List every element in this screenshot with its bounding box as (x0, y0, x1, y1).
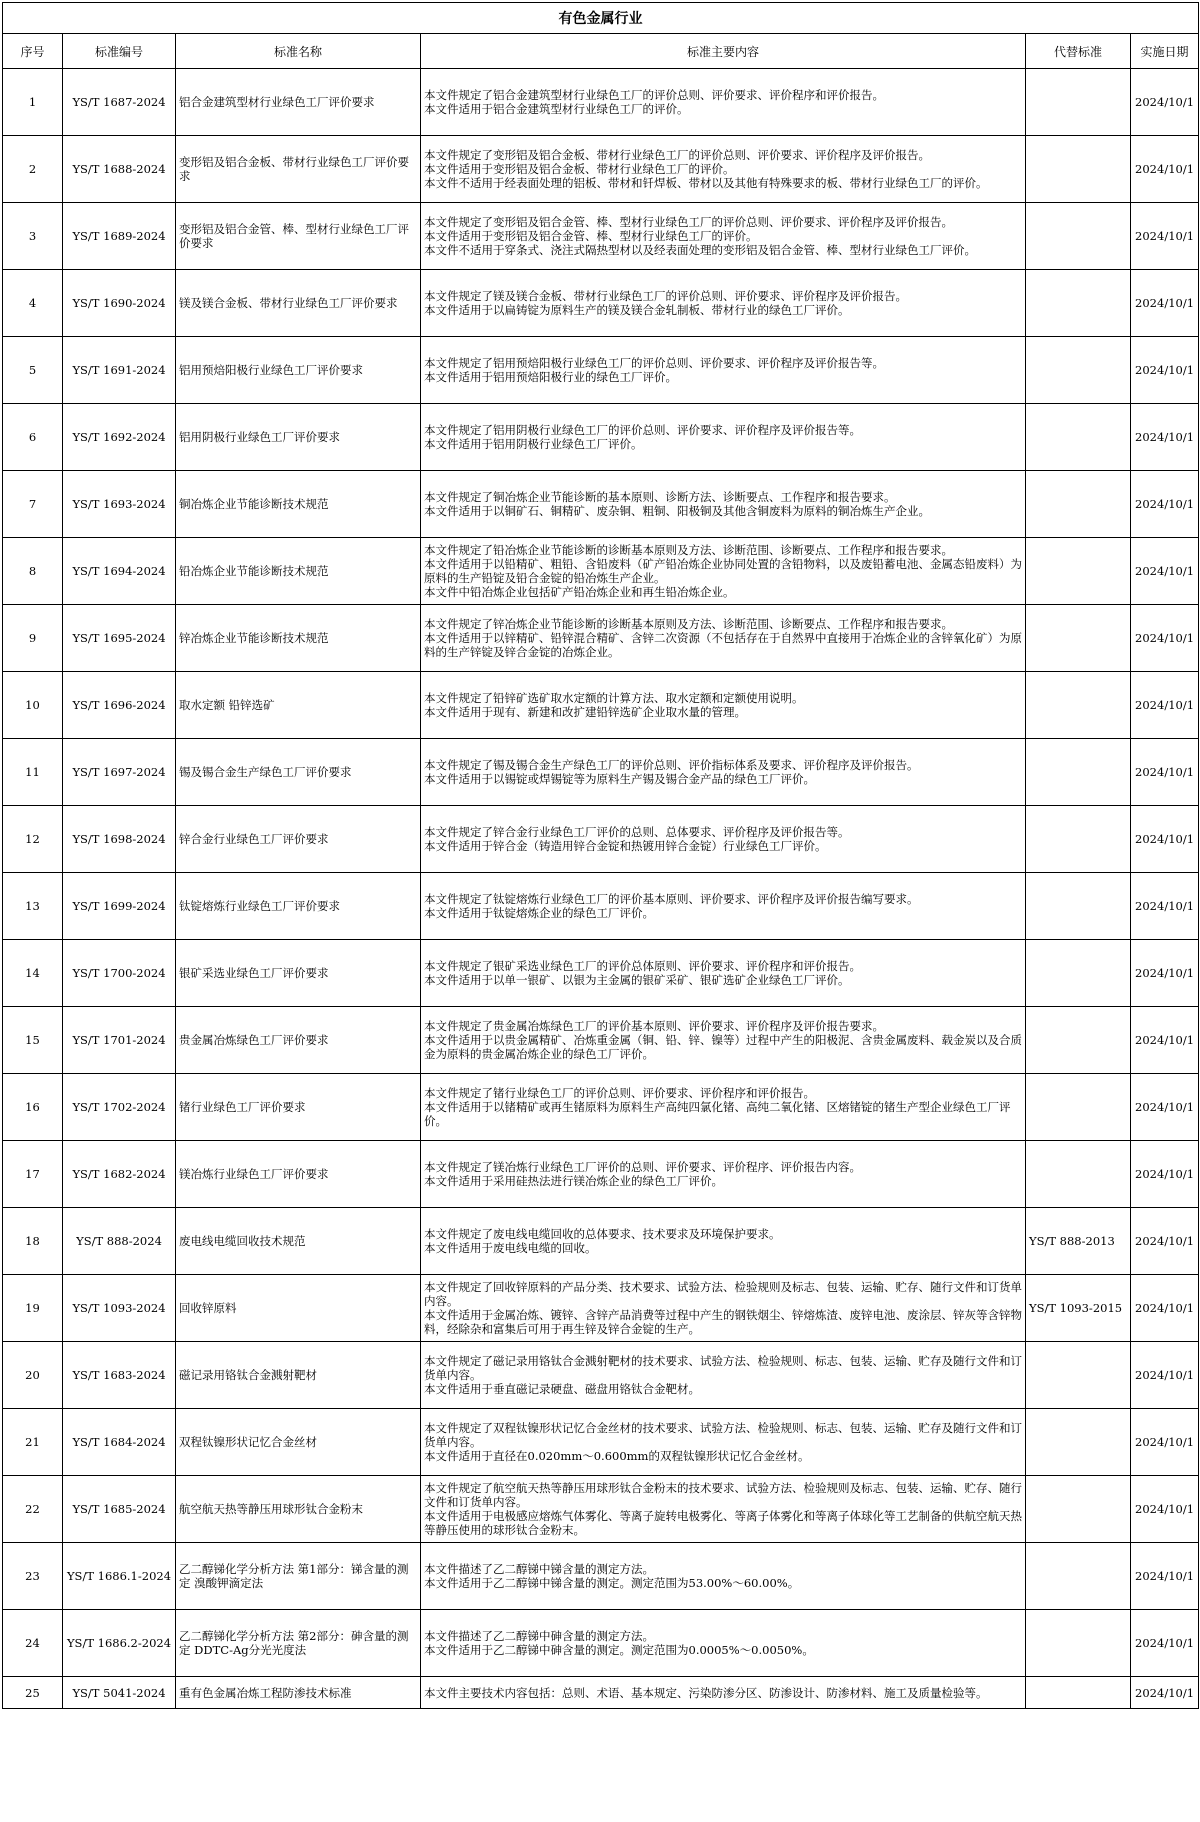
table-row (3, 69, 1199, 136)
header-code: 标准编号 (63, 34, 176, 69)
content-line: 本文件规定了双程钛镍形状记忆合金丝材的技术要求、试验方法、检验规则、标志、包装、运输、贮存及随行文件和订货单内容。 (424, 1421, 1022, 1449)
row-content (421, 1409, 1026, 1476)
content-line: 本文件适用于以锡锭或焊锡锭等为原料生产锡及锡合金产品的绿色工厂评价。 (424, 772, 815, 786)
row-replaces (1026, 69, 1131, 136)
content-line: 本文件适用于垂直磁记录硬盘、磁盘用铬钛合金靶材。 (424, 1382, 700, 1396)
table-row (3, 1409, 1199, 1476)
content-line: 本文件适用于以单一银矿、以银为主金属的银矿采矿、银矿选矿企业绿色工厂评价。 (424, 973, 850, 987)
content-line: 本文件适用于铝用预焙阳极行业的绿色工厂评价。 (424, 370, 677, 384)
row-date: 2024/10/1 (1131, 538, 1199, 605)
content-line: 本文件适用于以扁铸锭为原料生产的镁及镁合金轧制板、带材行业的绿色工厂评价。 (424, 303, 850, 317)
table-row (3, 471, 1199, 538)
row-index: 9 (3, 605, 63, 672)
row-content (421, 1208, 1026, 1275)
row-standard-name: 锌冶炼企业节能诊断技术规范 (176, 605, 421, 672)
row-standard-name: 重有色金属冶炼工程防渗技术标准 (176, 1677, 421, 1709)
table-row (3, 203, 1199, 270)
table-row (3, 1610, 1199, 1677)
content-line: 本文件适用于金属冶炼、镀锌、含锌产品消费等过程中产生的钢铁烟尘、锌熔炼渣、废锌电池、废涂层、锌灰等含锌物料，经除杂和富集后可用于再生锌及锌合金锭的生产。 (424, 1308, 1022, 1336)
row-index: 6 (3, 404, 63, 471)
content-line: 本文件不适用于经表面处理的铝板、带材和钎焊板、带材以及其他有特殊要求的板、带材行业绿色工厂的评价。 (424, 176, 988, 190)
row-date: 2024/10/1 (1131, 1342, 1199, 1409)
row-content (421, 337, 1026, 404)
row-date: 2024/10/1 (1131, 69, 1199, 136)
row-standard-code: YS/T 1682-2024 (63, 1141, 176, 1208)
table-row (3, 672, 1199, 739)
row-content (421, 940, 1026, 1007)
row-content (421, 1141, 1026, 1208)
row-date: 2024/10/1 (1131, 1677, 1199, 1709)
row-replaces (1026, 806, 1131, 873)
row-index: 25 (3, 1677, 63, 1709)
row-standard-name: 变形铝及铝合金管、棒、型材行业绿色工厂评价要求 (176, 203, 421, 270)
row-standard-code: YS/T 1686.2-2024 (63, 1610, 176, 1677)
row-index: 1 (3, 69, 63, 136)
table-row (3, 1275, 1199, 1342)
row-replaces: YS/T 1093-2015 (1026, 1275, 1131, 1342)
row-index: 5 (3, 337, 63, 404)
row-replaces (1026, 672, 1131, 739)
row-standard-name: 银矿采选业绿色工厂评价要求 (176, 940, 421, 1007)
header-index: 序号 (3, 34, 63, 69)
content-line: 本文件规定了钛锭熔炼行业绿色工厂的评价基本原则、评价要求、评价程序及评价报告编写要求。 (424, 892, 919, 906)
row-content (421, 605, 1026, 672)
row-standard-name: 乙二醇锑化学分析方法 第1部分：锑含量的测定 溴酸钾滴定法 (176, 1543, 421, 1610)
table-title: 有色金属行业 (3, 3, 1199, 34)
row-content (421, 1677, 1026, 1709)
content-line: 本文件适用于钛锭熔炼企业的绿色工厂评价。 (424, 906, 654, 920)
row-standard-name: 钛锭熔炼行业绿色工厂评价要求 (176, 873, 421, 940)
content-line: 本文件规定了变形铝及铝合金管、棒、型材行业绿色工厂的评价总则、评价要求、评价程序及评价报告。 (424, 215, 953, 229)
row-standard-name: 镁及镁合金板、带材行业绿色工厂评价要求 (176, 270, 421, 337)
row-standard-code: YS/T 5041-2024 (63, 1677, 176, 1709)
content-line: 本文件规定了锡及锡合金生产绿色工厂的评价总则、评价指标体系及要求、评价程序及评价报告。 (424, 758, 919, 772)
row-date: 2024/10/1 (1131, 1007, 1199, 1074)
row-index: 4 (3, 270, 63, 337)
row-standard-name: 航空航天热等静压用球形钛合金粉末 (176, 1476, 421, 1543)
content-line: 本文件规定了贵金属冶炼绿色工厂的评价基本原则、评价要求、评价程序及评价报告要求。 (424, 1019, 884, 1033)
content-line: 本文件适用于现有、新建和改扩建铅锌选矿企业取水量的管理。 (424, 705, 746, 719)
header-date: 实施日期 (1131, 34, 1199, 69)
row-date: 2024/10/1 (1131, 1610, 1199, 1677)
row-standard-code: YS/T 1694-2024 (63, 538, 176, 605)
row-content (421, 404, 1026, 471)
row-standard-code: YS/T 1701-2024 (63, 1007, 176, 1074)
row-index: 8 (3, 538, 63, 605)
row-standard-code: YS/T 1689-2024 (63, 203, 176, 270)
table-row (3, 270, 1199, 337)
row-content (421, 136, 1026, 203)
row-replaces (1026, 1141, 1131, 1208)
row-index: 10 (3, 672, 63, 739)
table-row (3, 1677, 1199, 1709)
row-standard-name: 铝合金建筑型材行业绿色工厂评价要求 (176, 69, 421, 136)
row-standard-code: YS/T 1686.1-2024 (63, 1543, 176, 1610)
table-row (3, 136, 1199, 203)
row-date: 2024/10/1 (1131, 471, 1199, 538)
content-line: 本文件中铅冶炼企业包括矿产铅冶炼企业和再生铅冶炼企业。 (424, 585, 735, 599)
content-line: 本文件适用于锌合金（铸造用锌合金锭和热镀用锌合金锭）行业绿色工厂评价。 (424, 839, 827, 853)
content-line: 本文件描述了乙二醇锑中锑含量的测定方法。 (424, 1562, 654, 1576)
content-line: 本文件规定了变形铝及铝合金板、带材行业绿色工厂的评价总则、评价要求、评价程序及评价报告。 (424, 148, 930, 162)
content-line: 本文件规定了磁记录用铬钛合金溅射靶材的技术要求、试验方法、检验规则、标志、包装、运输、贮存及随行文件和订货单内容。 (424, 1354, 1022, 1382)
row-standard-code: YS/T 1692-2024 (63, 404, 176, 471)
content-line: 本文件适用于直径在0.020mm～0.600mm的双程钛镍形状记忆合金丝材。 (424, 1449, 810, 1463)
table-row (3, 404, 1199, 471)
row-replaces (1026, 538, 1131, 605)
row-standard-code: YS/T 1690-2024 (63, 270, 176, 337)
row-index: 3 (3, 203, 63, 270)
standards-table (2, 2, 1199, 1709)
row-date: 2024/10/1 (1131, 1543, 1199, 1610)
row-content (421, 538, 1026, 605)
row-replaces (1026, 471, 1131, 538)
content-line: 本文件适用于乙二醇锑中砷含量的测定。测定范围为0.0005%～0.0050%。 (424, 1643, 814, 1657)
row-content (421, 1543, 1026, 1610)
content-line: 本文件适用于采用硅热法进行镁冶炼企业的绿色工厂评价。 (424, 1174, 723, 1188)
row-content (421, 270, 1026, 337)
row-standard-name: 回收锌原料 (176, 1275, 421, 1342)
table-row (3, 1007, 1199, 1074)
row-standard-code: YS/T 1093-2024 (63, 1275, 176, 1342)
content-line: 本文件规定了回收锌原料的产品分类、技术要求、试验方法、检验规则及标志、包装、运输、贮存、随行文件和订货单内容。 (424, 1280, 1022, 1308)
content-line: 本文件适用于以锌精矿、铅锌混合精矿、含锌二次资源（不包括存在于自然界中直接用于冶炼企业的含锌氧化矿）为原料的生产锌锭及锌合金锭的冶炼企业。 (424, 631, 1022, 659)
row-standard-name: 铜冶炼企业节能诊断技术规范 (176, 471, 421, 538)
row-index: 22 (3, 1476, 63, 1543)
row-content (421, 1342, 1026, 1409)
header-replaces: 代替标准 (1026, 34, 1131, 69)
row-index: 2 (3, 136, 63, 203)
content-line: 本文件描述了乙二醇锑中砷含量的测定方法。 (424, 1629, 654, 1643)
table-row (3, 1208, 1199, 1275)
row-date: 2024/10/1 (1131, 605, 1199, 672)
table-row (3, 538, 1199, 605)
content-line: 本文件规定了镁冶炼行业绿色工厂评价的总则、评价要求、评价程序、评价报告内容。 (424, 1160, 861, 1174)
row-standard-code: YS/T 1702-2024 (63, 1074, 176, 1141)
row-content (421, 1074, 1026, 1141)
row-standard-code: YS/T 1700-2024 (63, 940, 176, 1007)
content-line: 本文件适用于以贵金属精矿、冶炼重金属（铜、铅、锌、镍等）过程中产生的阳极泥、含贵金属废料、载金炭以及合质金为原料的贵金属冶炼企业的绿色工厂评价。 (424, 1033, 1022, 1061)
row-standard-code: YS/T 1698-2024 (63, 806, 176, 873)
row-content (421, 471, 1026, 538)
row-standard-code: YS/T 1684-2024 (63, 1409, 176, 1476)
content-line: 本文件规定了铝用预焙阳极行业绿色工厂的评价总则、评价要求、评价程序及评价报告等。 (424, 356, 884, 370)
table-row (3, 940, 1199, 1007)
row-standard-code: YS/T 888-2024 (63, 1208, 176, 1275)
content-line: 本文件主要技术内容包括：总则、术语、基本规定、污染防渗分区、防渗设计、防渗材料、施工及质量检验等。 (424, 1685, 988, 1700)
row-standard-name: 铅冶炼企业节能诊断技术规范 (176, 538, 421, 605)
row-date: 2024/10/1 (1131, 806, 1199, 873)
row-date: 2024/10/1 (1131, 1141, 1199, 1208)
table-row (3, 1074, 1199, 1141)
row-standard-code: YS/T 1693-2024 (63, 471, 176, 538)
row-date: 2024/10/1 (1131, 1476, 1199, 1543)
table-row (3, 1342, 1199, 1409)
row-content (421, 1275, 1026, 1342)
row-content (421, 672, 1026, 739)
content-line: 本文件规定了锗行业绿色工厂的评价总则、评价要求、评价程序和评价报告。 (424, 1086, 815, 1100)
row-index: 7 (3, 471, 63, 538)
content-line: 本文件适用于电极感应熔炼气体雾化、等离子旋转电极雾化、等离子体雾化和等离子体球化等工艺制备的供航空航天热等静压使用的球形钛合金粉末。 (424, 1509, 1022, 1537)
row-standard-name: 磁记录用铬钛合金溅射靶材 (176, 1342, 421, 1409)
row-date: 2024/10/1 (1131, 270, 1199, 337)
content-line: 本文件适用于变形铝及铝合金板、带材行业绿色工厂的评价。 (424, 162, 735, 176)
row-date: 2024/10/1 (1131, 672, 1199, 739)
row-replaces (1026, 270, 1131, 337)
row-replaces (1026, 873, 1131, 940)
row-date: 2024/10/1 (1131, 940, 1199, 1007)
row-index: 14 (3, 940, 63, 1007)
row-replaces (1026, 337, 1131, 404)
row-standard-code: YS/T 1695-2024 (63, 605, 176, 672)
content-line: 本文件适用于以铜矿石、铜精矿、废杂铜、粗铜、阳极铜及其他含铜废料为原料的铜冶炼生产企业。 (424, 504, 930, 518)
row-standard-name: 锡及锡合金生产绿色工厂评价要求 (176, 739, 421, 806)
row-date: 2024/10/1 (1131, 1208, 1199, 1275)
table-row (3, 605, 1199, 672)
content-line: 本文件规定了铝合金建筑型材行业绿色工厂的评价总则、评价要求、评价程序和评价报告。 (424, 88, 884, 102)
content-line: 本文件不适用于穿条式、浇注式隔热型材以及经表面处理的变形铝及铝合金管、棒、型材行业绿色工厂评价。 (424, 243, 976, 257)
row-replaces (1026, 940, 1131, 1007)
content-line: 本文件规定了铝用阴极行业绿色工厂的评价总则、评价要求、评价程序及评价报告等。 (424, 423, 861, 437)
row-date: 2024/10/1 (1131, 404, 1199, 471)
content-line: 本文件规定了铜冶炼企业节能诊断的基本原则、诊断方法、诊断要点、工作程序和报告要求。 (424, 490, 896, 504)
row-index: 15 (3, 1007, 63, 1074)
table-row (3, 1476, 1199, 1543)
row-content (421, 1476, 1026, 1543)
row-date: 2024/10/1 (1131, 1275, 1199, 1342)
content-line: 本文件规定了铅冶炼企业节能诊断的诊断基本原则及方法、诊断范围、诊断要点、工作程序和报告要求。 (424, 543, 953, 557)
content-line: 本文件规定了银矿采选业绿色工厂的评价总体原则、评价要求、评价程序和评价报告。 (424, 959, 861, 973)
content-line: 本文件适用于乙二醇锑中锑含量的测定。测定范围为53.00%～60.00%。 (424, 1576, 800, 1590)
row-standard-code: YS/T 1697-2024 (63, 739, 176, 806)
table-row (3, 873, 1199, 940)
row-content (421, 1610, 1026, 1677)
header-content: 标准主要内容 (421, 34, 1026, 69)
content-line: 本文件适用于铝用阴极行业绿色工厂评价。 (424, 437, 643, 451)
row-replaces (1026, 136, 1131, 203)
table-row (3, 337, 1199, 404)
row-standard-code: YS/T 1685-2024 (63, 1476, 176, 1543)
row-standard-name: 废电线电缆回收技术规范 (176, 1208, 421, 1275)
content-line: 本文件适用于变形铝及铝合金管、棒、型材行业绿色工厂的评价。 (424, 229, 758, 243)
content-line: 本文件规定了铅锌矿选矿取水定额的计算方法、取水定额和定额使用说明。 (424, 691, 804, 705)
row-standard-name: 锌合金行业绿色工厂评价要求 (176, 806, 421, 873)
table-row (3, 806, 1199, 873)
row-index: 17 (3, 1141, 63, 1208)
content-line: 本文件适用于废电线电缆的回收。 (424, 1241, 597, 1255)
header-row (3, 34, 1199, 69)
content-line: 本文件规定了航空航天热等静压用球形钛合金粉末的技术要求、试验方法、检验规则及标志、包装、运输、贮存、随行文件和订货单内容。 (424, 1481, 1022, 1509)
row-index: 18 (3, 1208, 63, 1275)
row-date: 2024/10/1 (1131, 337, 1199, 404)
row-index: 13 (3, 873, 63, 940)
row-standard-code: YS/T 1691-2024 (63, 337, 176, 404)
row-standard-code: YS/T 1683-2024 (63, 1342, 176, 1409)
table-row (3, 739, 1199, 806)
row-standard-name: 乙二醇锑化学分析方法 第2部分：砷含量的测定 DDTC-Ag分光光度法 (176, 1610, 421, 1677)
row-index: 12 (3, 806, 63, 873)
content-line: 本文件适用于铝合金建筑型材行业绿色工厂的评价。 (424, 102, 689, 116)
row-replaces (1026, 1610, 1131, 1677)
row-replaces: YS/T 888-2013 (1026, 1208, 1131, 1275)
row-content (421, 806, 1026, 873)
row-standard-name: 镁冶炼行业绿色工厂评价要求 (176, 1141, 421, 1208)
row-replaces (1026, 1476, 1131, 1543)
row-date: 2024/10/1 (1131, 739, 1199, 806)
row-date: 2024/10/1 (1131, 136, 1199, 203)
row-date: 2024/10/1 (1131, 873, 1199, 940)
content-line: 本文件适用于以锗精矿或再生锗原料为原料生产高纯四氯化锗、高纯二氧化锗、区熔锗锭的锗生产型企业绿色工厂评价。 (424, 1100, 1011, 1128)
row-standard-name: 变形铝及铝合金板、带材行业绿色工厂评价要求 (176, 136, 421, 203)
table-row (3, 1141, 1199, 1208)
row-standard-code: YS/T 1688-2024 (63, 136, 176, 203)
row-standard-name: 双程钛镍形状记忆合金丝材 (176, 1409, 421, 1476)
row-standard-name: 铝用预焙阳极行业绿色工厂评价要求 (176, 337, 421, 404)
row-index: 20 (3, 1342, 63, 1409)
row-standard-code: YS/T 1687-2024 (63, 69, 176, 136)
table-row (3, 1543, 1199, 1610)
row-standard-name: 取水定额 铅锌选矿 (176, 672, 421, 739)
row-index: 21 (3, 1409, 63, 1476)
row-replaces (1026, 1007, 1131, 1074)
row-index: 23 (3, 1543, 63, 1610)
row-content (421, 1007, 1026, 1074)
row-date: 2024/10/1 (1131, 1074, 1199, 1141)
row-replaces (1026, 739, 1131, 806)
row-replaces (1026, 1677, 1131, 1709)
row-standard-code: YS/T 1699-2024 (63, 873, 176, 940)
row-standard-name: 铝用阴极行业绿色工厂评价要求 (176, 404, 421, 471)
row-standard-name: 贵金属冶炼绿色工厂评价要求 (176, 1007, 421, 1074)
row-replaces (1026, 605, 1131, 672)
row-standard-name: 锗行业绿色工厂评价要求 (176, 1074, 421, 1141)
content-line: 本文件适用于以铅精矿、粗铅、含铅废料（矿产铅冶炼企业协同处置的含铅物料，以及废铅蓄电池、金属态铅废料）为原料的生产铅锭及铅合金锭的铅冶炼生产企业。 (424, 557, 1022, 585)
row-index: 11 (3, 739, 63, 806)
row-replaces (1026, 1409, 1131, 1476)
header-name: 标准名称 (176, 34, 421, 69)
content-line: 本文件规定了锌合金行业绿色工厂评价的总则、总体要求、评价程序及评价报告等。 (424, 825, 850, 839)
row-replaces (1026, 404, 1131, 471)
row-content (421, 873, 1026, 940)
content-line: 本文件规定了镁及镁合金板、带材行业绿色工厂的评价总则、评价要求、评价程序及评价报告。 (424, 289, 907, 303)
row-date: 2024/10/1 (1131, 203, 1199, 270)
row-content (421, 69, 1026, 136)
content-line: 本文件规定了废电线电缆回收的总体要求、技术要求及环境保护要求。 (424, 1227, 781, 1241)
row-content (421, 739, 1026, 806)
row-index: 16 (3, 1074, 63, 1141)
row-replaces (1026, 1543, 1131, 1610)
row-index: 24 (3, 1610, 63, 1677)
row-index: 19 (3, 1275, 63, 1342)
row-replaces (1026, 203, 1131, 270)
content-line: 本文件规定了锌冶炼企业节能诊断的诊断基本原则及方法、诊断范围、诊断要点、工作程序和报告要求。 (424, 617, 953, 631)
row-date: 2024/10/1 (1131, 1409, 1199, 1476)
row-standard-code: YS/T 1696-2024 (63, 672, 176, 739)
row-replaces (1026, 1074, 1131, 1141)
row-content (421, 203, 1026, 270)
row-replaces (1026, 1342, 1131, 1409)
